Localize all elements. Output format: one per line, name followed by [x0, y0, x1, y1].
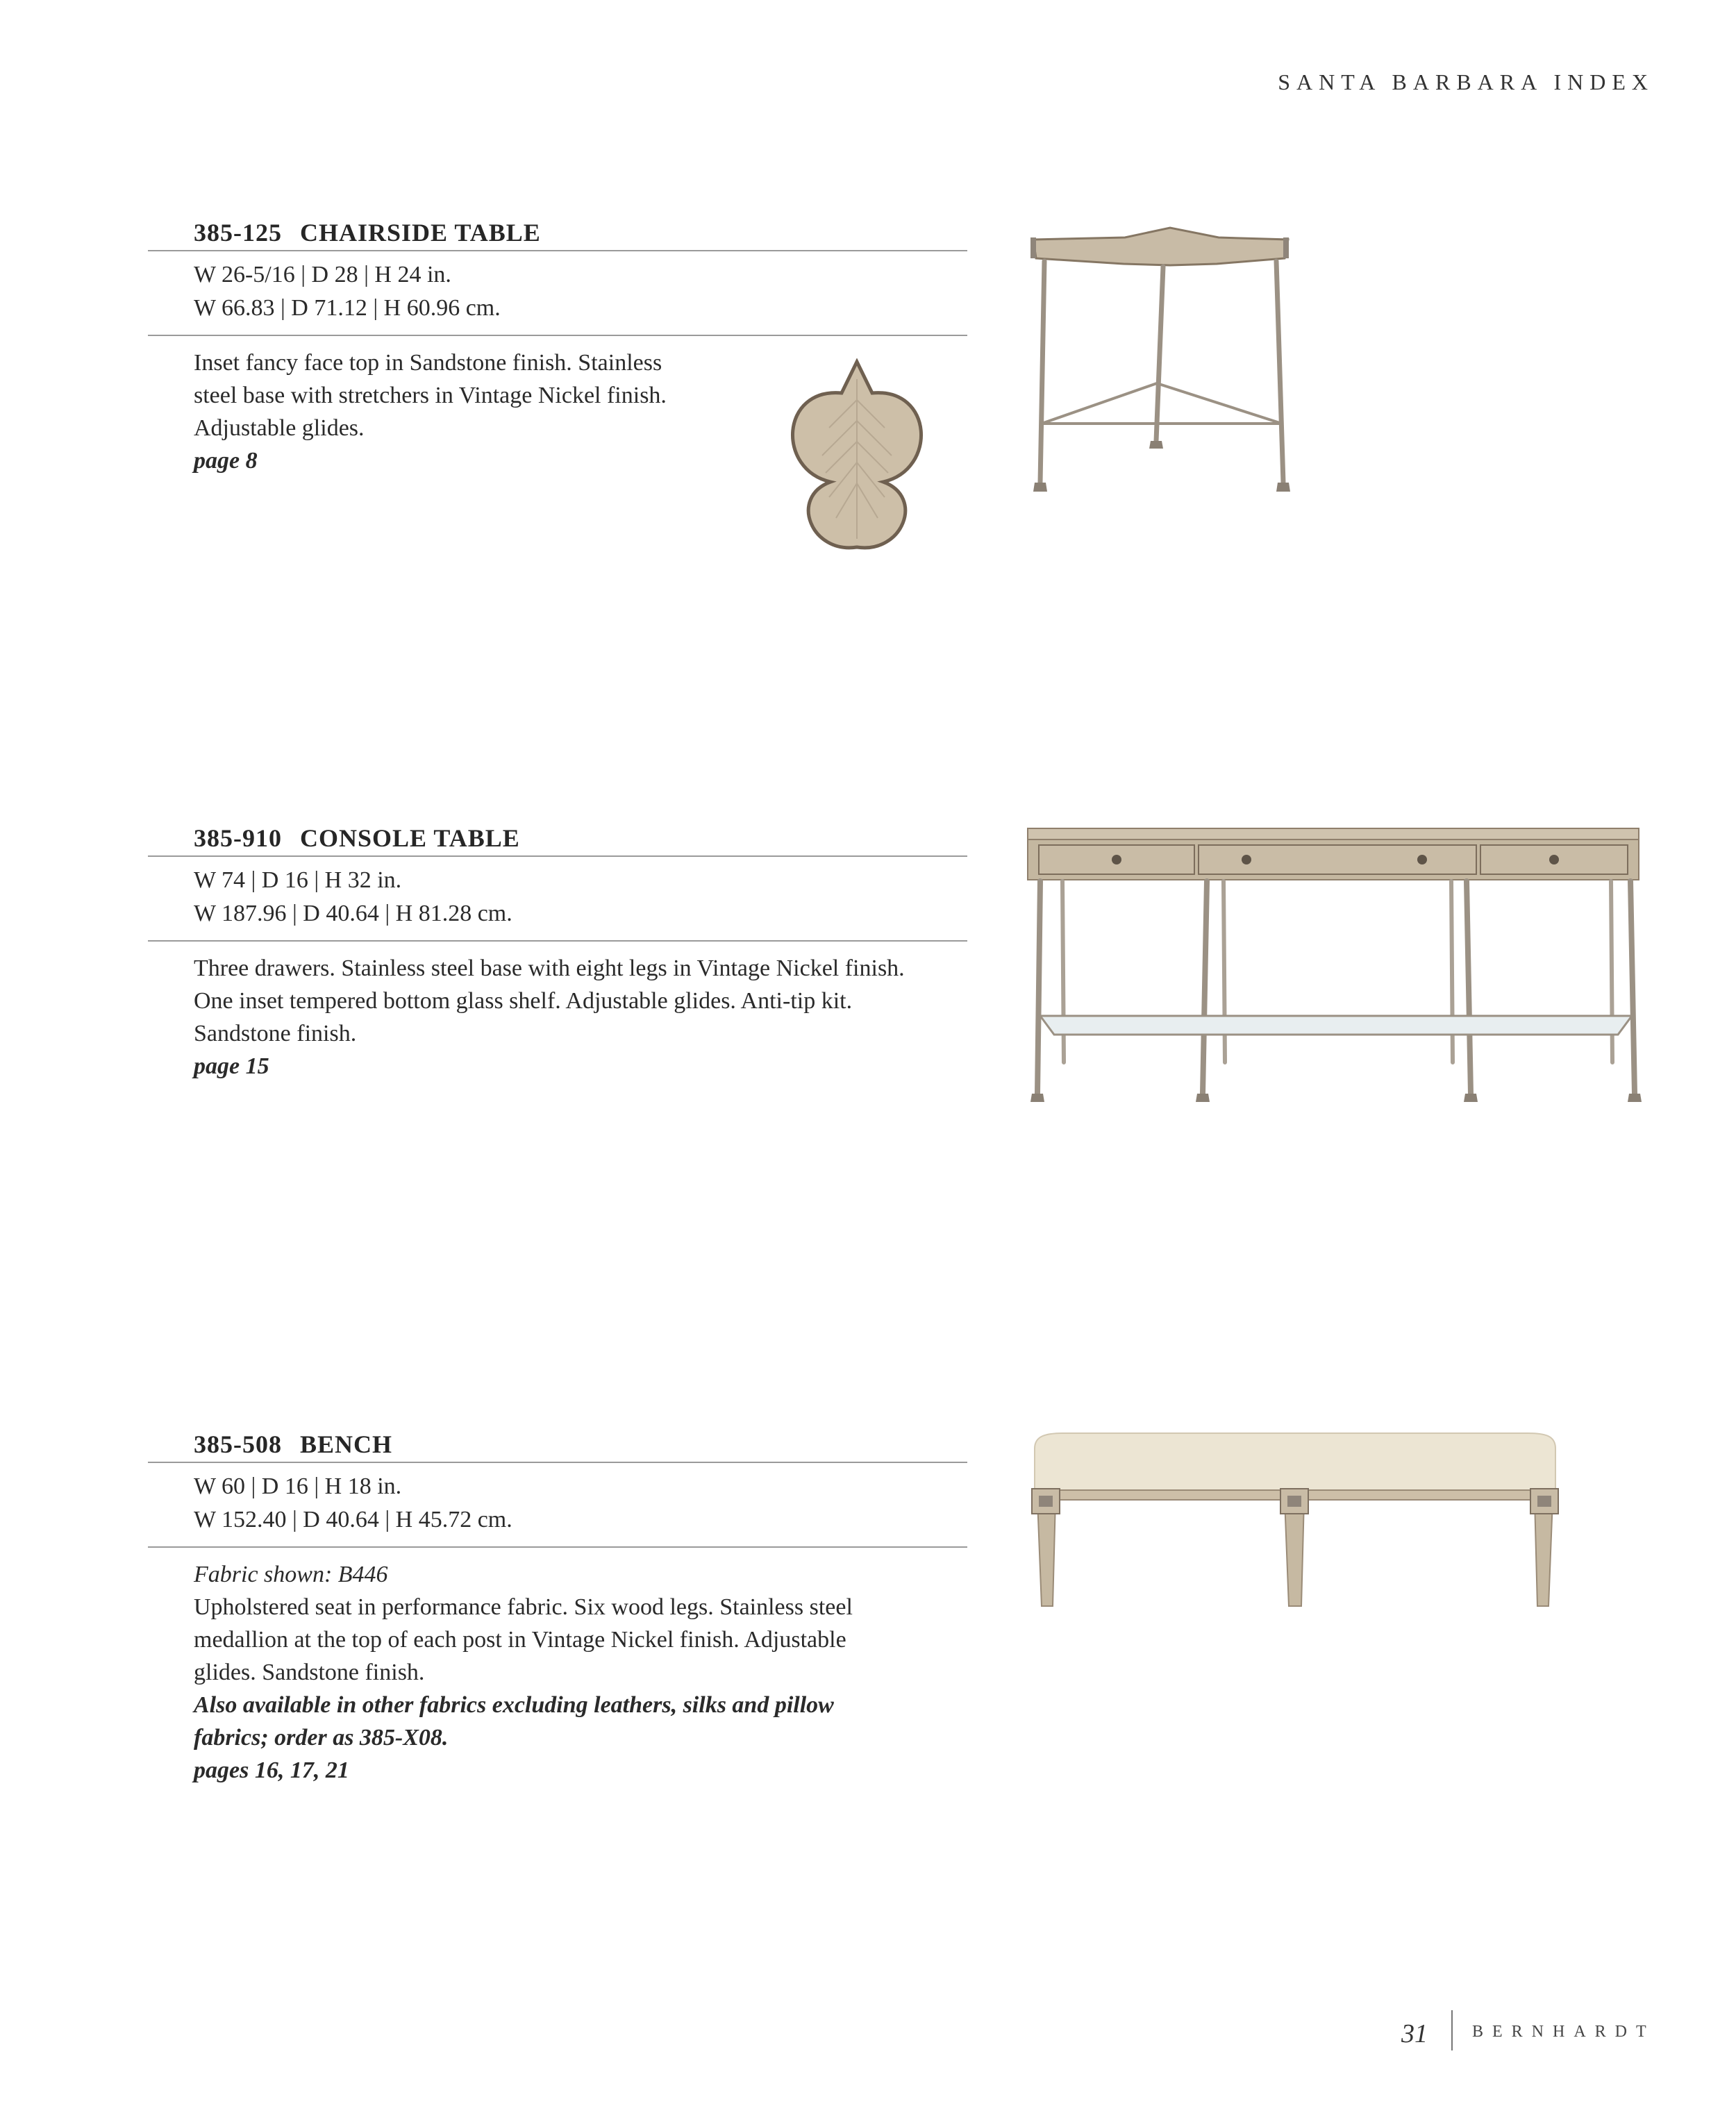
dimensions [194, 857, 967, 940]
bench-image [1021, 1429, 1569, 1616]
page-reference: page 8 [194, 448, 258, 474]
page-number: 31 [1401, 2019, 1428, 2048]
product-name: CONSOLE TABLE [300, 824, 520, 852]
product-title [194, 215, 967, 250]
dimensions [194, 1463, 967, 1546]
description-line: Inset fancy face top in Sandstone finish. Stainless [194, 350, 662, 376]
dimensions-inches: W 74 | D 16 | H 32 in. [194, 867, 402, 893]
chairside-table-image [1021, 222, 1305, 496]
description-line: Adjustable glides. [194, 415, 365, 441]
dimensions [194, 251, 967, 335]
product-code: 385-508 [194, 1430, 282, 1458]
description [194, 942, 967, 1083]
page-reference: page 15 [194, 1053, 269, 1079]
dimensions-cm: W 187.96 | D 40.64 | H 81.28 cm. [194, 901, 512, 926]
dimensions-inches: W 26-5/16 | D 28 | H 24 in. [194, 262, 451, 287]
page-reference: pages 16, 17, 21 [194, 1757, 349, 1783]
chairside-top-illustration [767, 358, 947, 553]
brand-logo: BERNHARDT [1472, 2023, 1655, 2041]
dimensions-inches: W 60 | D 16 | H 18 in. [194, 1473, 402, 1499]
description-line: Sandstone finish. [194, 1021, 357, 1046]
description-line: medallion at the top of each post in Vintage Nickel finish. Adjustable [194, 1627, 846, 1653]
product-code: 385-910 [194, 824, 282, 852]
description-line: glides. Sandstone finish. [194, 1660, 425, 1685]
product-title [194, 1427, 967, 1462]
index-title: SANTA BARBARA INDEX [1278, 69, 1654, 94]
description [194, 1548, 967, 1787]
dimensions-cm: W 152.40 | D 40.64 | H 45.72 cm. [194, 1507, 512, 1532]
footer-divider [1451, 2010, 1453, 2050]
dimensions-cm: W 66.83 | D 71.12 | H 60.96 cm. [194, 295, 501, 321]
console-table-image [1021, 823, 1646, 1108]
description-line: steel base with stretchers in Vintage Nickel finish. [194, 383, 667, 408]
product-name: CHAIRSIDE TABLE [300, 219, 541, 247]
description-line: Three drawers. Stainless steel base with eight legs in Vintage Nickel finish. [194, 955, 905, 981]
product-title [194, 821, 967, 855]
product-name: BENCH [300, 1430, 393, 1458]
availability-note: Also available in other fabrics excluding leathers, silks and pillow [194, 1692, 834, 1718]
fabric-note: Fabric shown: B446 [194, 1562, 388, 1587]
description-line: Upholstered seat in performance fabric. Six wood legs. Stainless steel [194, 1594, 853, 1620]
product-console-table [148, 821, 967, 1083]
description-line: One inset tempered bottom glass shelf. Adjustable glides. Anti-tip kit. [194, 988, 853, 1014]
product-code: 385-125 [194, 219, 282, 247]
product-bench [148, 1427, 967, 1787]
availability-note: fabrics; order as 385-X08. [194, 1725, 449, 1751]
